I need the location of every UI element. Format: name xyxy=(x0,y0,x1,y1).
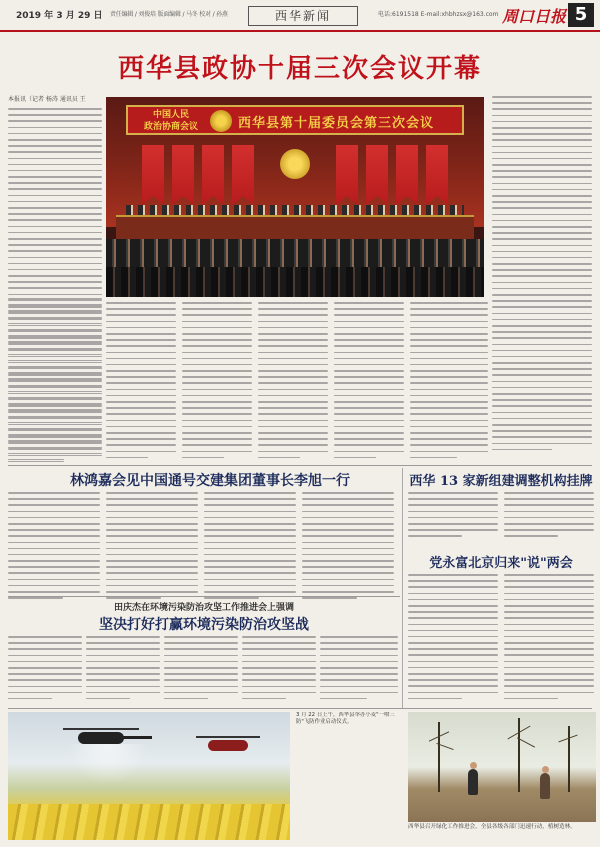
banner-main-text: 西华县第十届委员会第三次会议 xyxy=(238,116,435,131)
helicopter-icon xyxy=(208,740,248,751)
pollution-headline: 坚决打好打赢环境污染防治攻坚战 xyxy=(99,617,309,633)
pollution-col-1 xyxy=(8,636,82,704)
lead-article-text-right xyxy=(492,96,592,455)
lin-col-1 xyxy=(8,492,100,603)
pollution-col-5 xyxy=(320,636,398,704)
lead-col-4 xyxy=(258,302,328,463)
lin-col-4 xyxy=(302,492,394,603)
lead-col-3 xyxy=(182,302,252,463)
heli-photo-caption: 3 月 22 日上午，西华县举办小麦"一喷三防"飞防作业启动仪式。 xyxy=(296,712,395,726)
pollution-kicker: 田庆杰在环境污染防治攻坚工作推进会上强调 xyxy=(113,603,294,613)
cppcc-emblem-icon xyxy=(210,110,232,132)
masthead xyxy=(0,0,600,32)
xihua13-col-1 xyxy=(408,492,498,542)
party-col-2 xyxy=(504,574,594,704)
staff-credits: 责任编辑 / 刘俊培 版面编辑 / 马冬 校对 / 孙燕 xyxy=(110,11,228,18)
main-headline: 西华县政协十届三次会议开幕 xyxy=(117,54,482,84)
xihua13-headline: 西华 13 家新组建调整机构挂牌 xyxy=(409,474,593,489)
pollution-col-4 xyxy=(242,636,316,704)
stage-emblem-icon xyxy=(280,149,310,179)
paper-logo: 周口日报 xyxy=(502,7,567,26)
xihua13-col-2 xyxy=(504,492,594,542)
section-title: 西华新闻 xyxy=(248,6,358,26)
party-headline: 党永富北京归来"说"两会 xyxy=(429,556,573,571)
lead-col-5 xyxy=(334,302,404,463)
divider xyxy=(8,596,400,597)
pollution-col-3 xyxy=(164,636,238,704)
stage-banner xyxy=(126,105,464,135)
banner-line-1: 中国人民 xyxy=(152,110,189,120)
lead-byline: 本报讯（记者 杨涛 通讯员 王 xyxy=(8,96,86,103)
helicopter-icon xyxy=(78,732,124,744)
lead-col-2 xyxy=(106,302,176,463)
person-figure xyxy=(468,769,478,795)
party-col-1 xyxy=(408,574,498,704)
banner-line-2: 政治协商会议 xyxy=(143,122,198,132)
pollution-col-2 xyxy=(86,636,160,704)
page-number: 5 xyxy=(568,3,594,27)
meeting-photo xyxy=(106,97,484,297)
lead-col-6 xyxy=(410,302,488,463)
tree-planting-photo xyxy=(408,712,596,822)
lin-col-3 xyxy=(204,492,296,603)
contact-line: 电话:6191518 E-mail:xhbhzsx@163.com xyxy=(378,11,499,18)
lead-col-1-cont xyxy=(8,298,102,465)
crop-spraying-photo xyxy=(8,712,290,840)
tree-photo-caption: 西华县召开绿化工作推进会，全县各级各部门迅速行动，植树造林。 xyxy=(408,824,576,830)
issue-date: 2019 年 3 月 29 日 xyxy=(16,11,103,21)
person-figure xyxy=(540,773,550,799)
lin-article-headline: 林鸿嘉会见中国通号交建集团董事长李旭一行 xyxy=(70,473,350,489)
column-divider xyxy=(402,468,403,708)
divider xyxy=(8,708,592,709)
lin-col-2 xyxy=(106,492,198,603)
divider xyxy=(8,465,592,466)
